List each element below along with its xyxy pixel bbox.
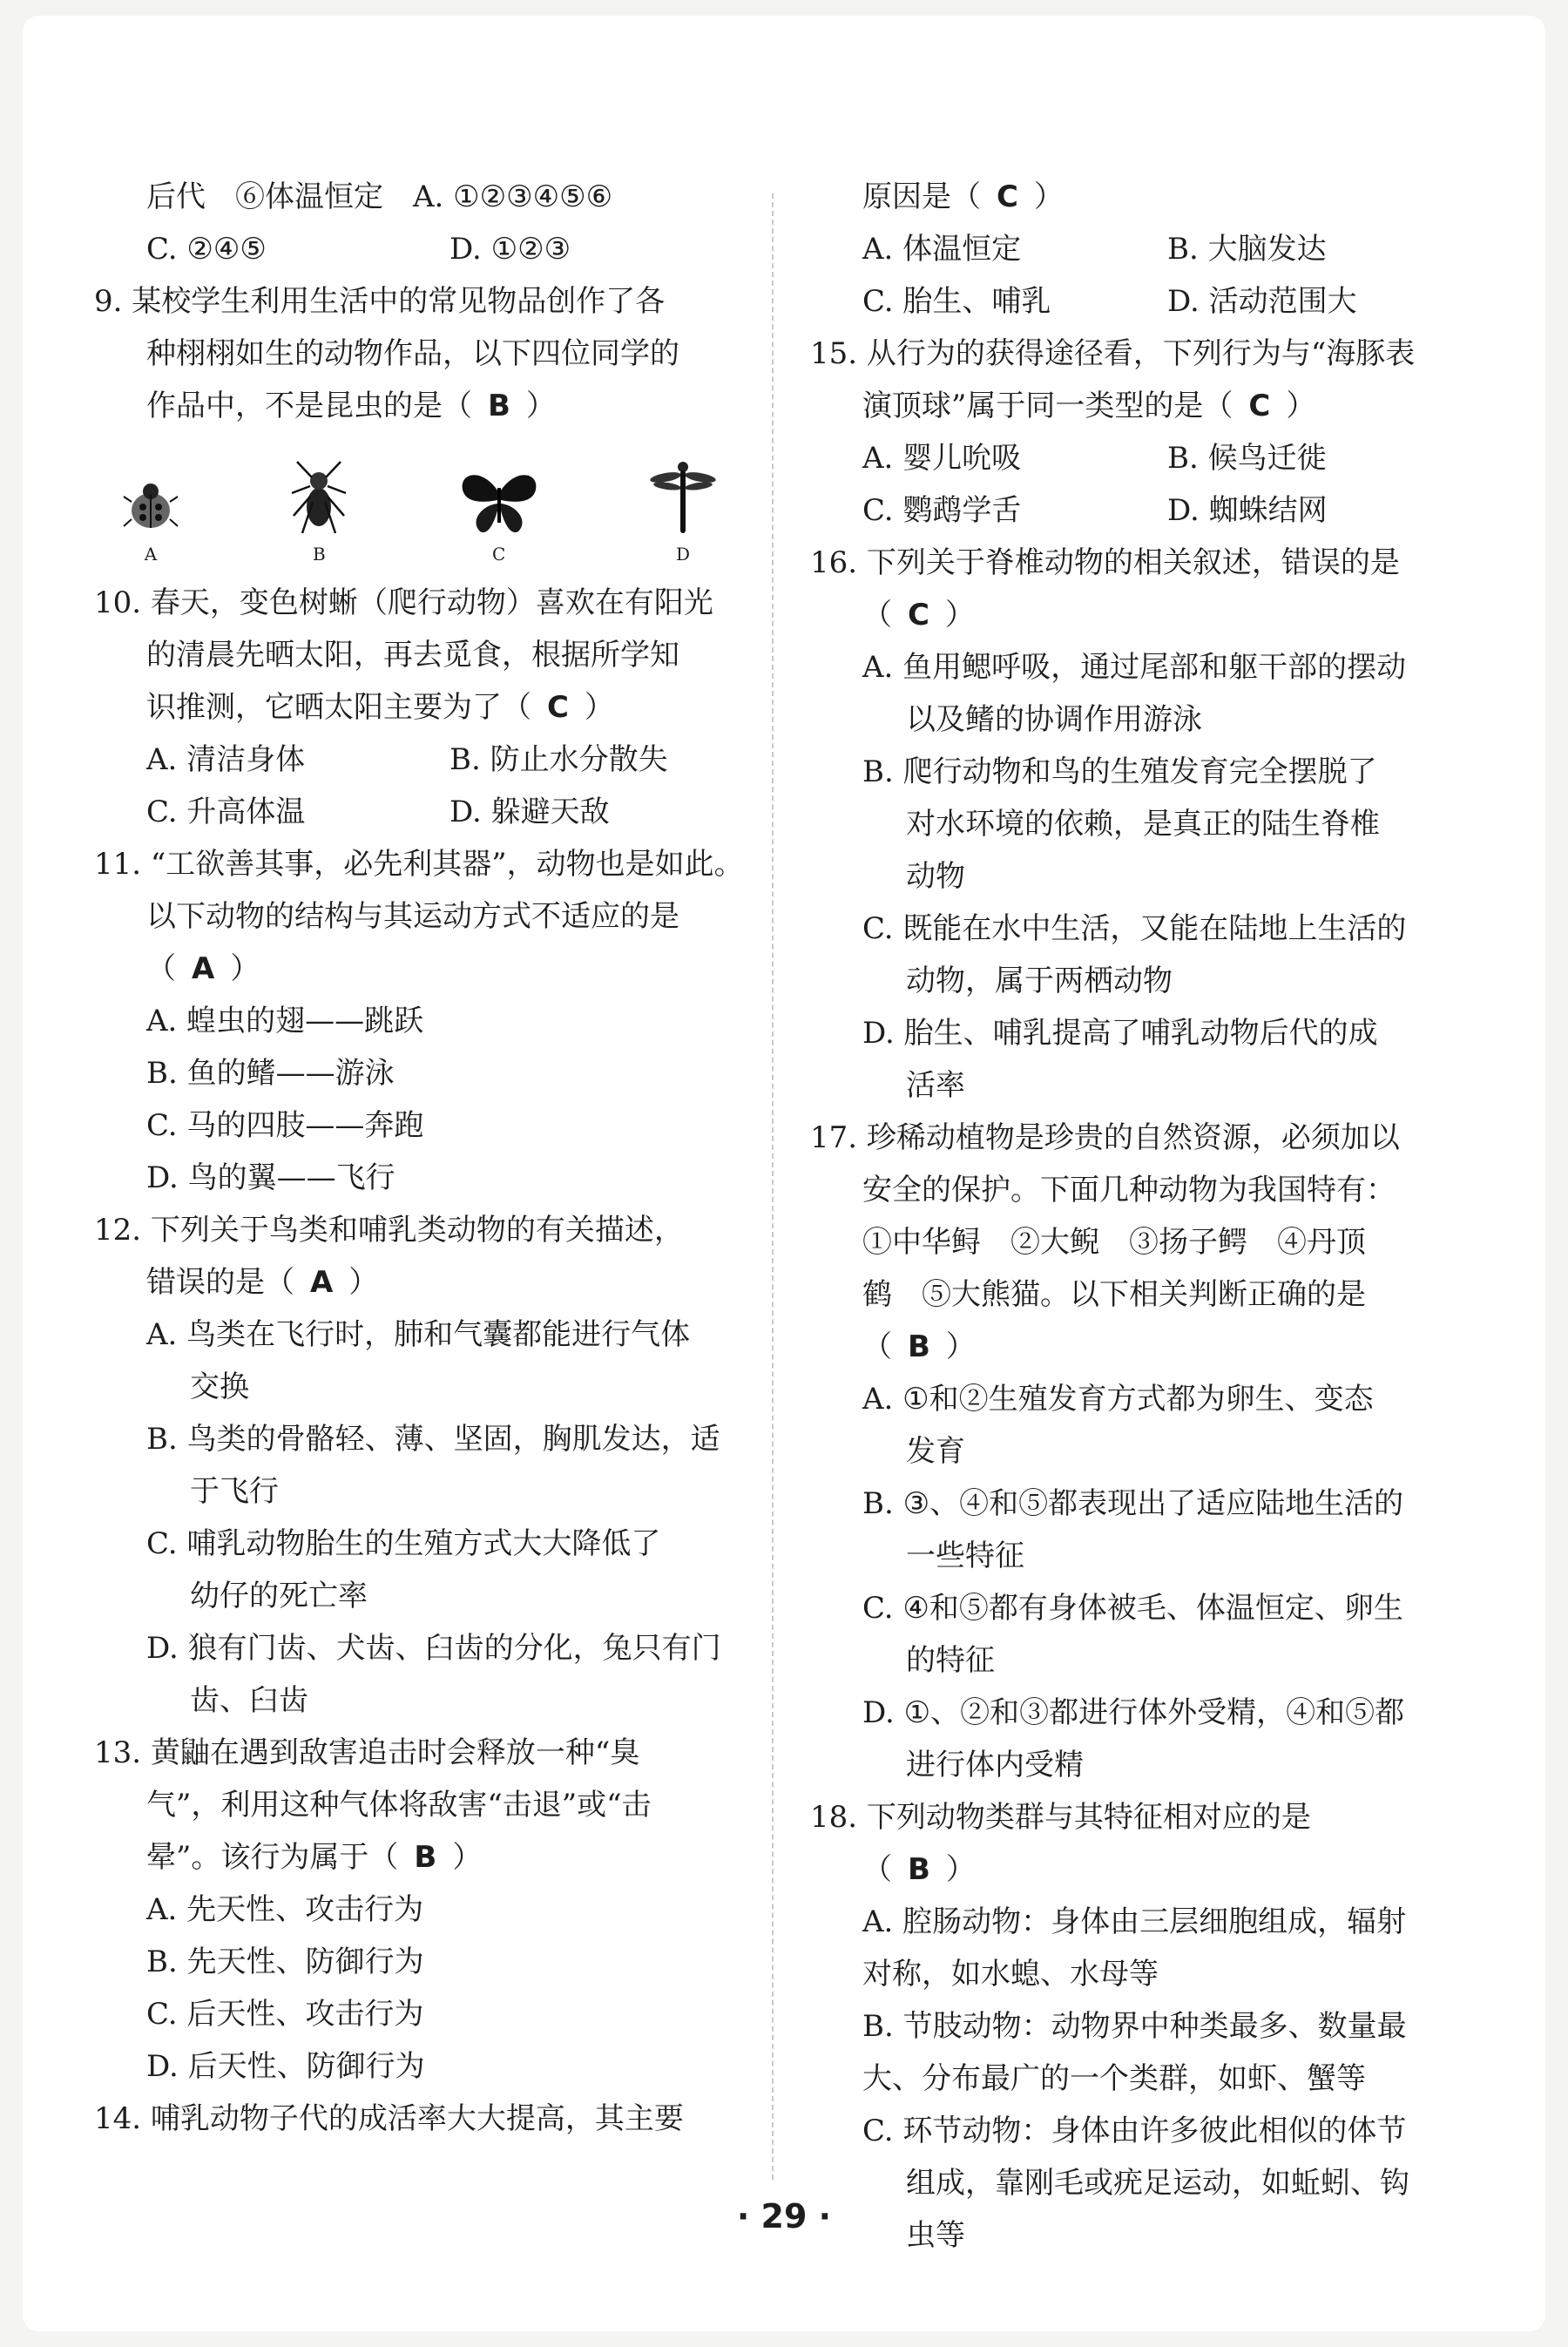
q10-option-b: B. 防止水分散失 xyxy=(449,742,668,777)
q10-answer: C xyxy=(547,690,569,725)
q13-line-3: 晕”。该行为属于（ B ） xyxy=(146,1840,483,1875)
q12-option-d-cont: 齿、臼齿 xyxy=(190,1683,308,1718)
q16-line-1: 16. 下列关于脊椎动物的相关叙述，错误的是 xyxy=(810,545,1400,580)
q16-option-d: D. 胎生、哺乳提高了哺乳动物后代的成 xyxy=(862,1016,1378,1051)
q12-option-c-cont: 幼仔的死亡率 xyxy=(190,1579,368,1613)
q13-option-d: D. 后天性、防御行为 xyxy=(146,2049,425,2084)
q13-option-c: C. 后天性、攻击行为 xyxy=(146,1997,424,2032)
spider-icon xyxy=(288,458,349,537)
column-divider xyxy=(772,193,774,2180)
q8-tail-line: 后代 ⑥体温恒定 A. ①②③④⑤⑥ xyxy=(146,179,613,214)
q10-line-2: 的清晨先晒太阳，再去觅食，根据所学知 xyxy=(146,638,679,673)
insect-label-a: A xyxy=(144,544,158,565)
insect-images xyxy=(94,443,753,565)
q13-option-b: B. 先天性、防御行为 xyxy=(146,1945,424,1979)
insect-d xyxy=(648,458,718,565)
q14-answer: C xyxy=(997,179,1018,214)
q12-line-2: 错误的是（ A ） xyxy=(146,1265,379,1300)
q11-answer: A xyxy=(192,951,215,986)
q17-line-2: 安全的保护。下面几种动物为我国特有： xyxy=(862,1173,1396,1207)
q15-line-1: 15. 从行为的获得途径看，下列行为与“海豚表 xyxy=(810,336,1416,371)
q16-option-b: B. 爬行动物和鸟的生殖发育完全摆脱了 xyxy=(862,754,1377,789)
insect-a xyxy=(120,476,181,565)
q15-answer: C xyxy=(1248,389,1271,423)
q8-option-d: D. ①②③ xyxy=(449,232,571,267)
q18-answer: B xyxy=(908,1852,930,1887)
q17-option-a: A. ①和②生殖发育方式都为卵生、变态 xyxy=(862,1382,1374,1417)
q14-option-c: C. 胎生、哺乳 xyxy=(862,284,1051,319)
q12-option-b-cont: 于飞行 xyxy=(190,1474,279,1509)
q10-line-3: 识推测，它晒太阳主要为了（ C ） xyxy=(146,690,614,725)
q14-line-1: 14. 哺乳动物子代的成活率大大提高，其主要 xyxy=(94,2101,684,2136)
q16-option-c: C. 既能在水中生活，又能在陆地上生活的 xyxy=(862,911,1407,946)
q18-option-c: C. 环节动物：身体由许多彼此相似的体节 xyxy=(862,2114,1407,2148)
left-column xyxy=(94,171,753,2145)
q17-option-c-cont: 的特征 xyxy=(906,1643,995,1678)
q10-line-1: 10. 春天，变色树蜥（爬行动物）喜欢在有阳光 xyxy=(94,585,713,620)
q17-line-1: 17. 珍稀动植物是珍贵的自然资源，必须加以 xyxy=(810,1120,1400,1155)
q8-options xyxy=(94,223,753,275)
q9-line-1: 9. 某校学生利用生活中的常见物品创作了各 xyxy=(94,284,666,319)
q14-option-a: A. 体温恒定 xyxy=(862,232,1022,267)
insect-b xyxy=(288,458,349,565)
insect-c xyxy=(457,467,541,565)
insect-label-d: D xyxy=(675,544,690,565)
q13-line-1: 13. 黄鼬在遇到敌害追击时会释放一种“臭 xyxy=(94,1735,640,1770)
insect-label-c: C xyxy=(492,544,506,565)
q11-line-2: 以下动物的结构与其运动方式不适应的是 xyxy=(146,899,679,934)
ladybug-icon xyxy=(120,476,181,537)
q12-option-d: D. 狼有门齿、犬齿、臼齿的分化，兔只有门 xyxy=(146,1631,721,1666)
q12-option-b: B. 鸟类的骨骼轻、薄、坚固，胸肌发达，适 xyxy=(146,1422,720,1457)
q18-option-a: A. 腔肠动物：身体由三层细胞组成，辐射 xyxy=(862,1904,1407,1939)
q12-line-1: 12. 下列关于鸟类和哺乳类动物的有关描述， xyxy=(94,1213,684,1248)
q11-line-1: 11. “工欲善其事，必先利其器”，动物也是如此。 xyxy=(94,847,744,882)
q14-option-d: D. 活动范围大 xyxy=(1167,284,1357,319)
q16-option-a-cont: 以及鳍的协调作用游泳 xyxy=(906,702,1202,737)
q15-line-2: 演顶球”属于同一类型的是（ C ） xyxy=(862,389,1316,423)
q12-option-a: A. 鸟类在飞行时，肺和气囊都能进行气体 xyxy=(146,1317,691,1352)
q10-options-row-2 xyxy=(94,786,753,838)
q18-option-b-cont: 大、分布最广的一个类群，如虾、蟹等 xyxy=(862,2061,1366,2096)
q13-answer: B xyxy=(414,1840,437,1875)
q17-option-b-cont: 一些特征 xyxy=(906,1539,1024,1573)
q18-line-2: （ B ） xyxy=(862,1852,976,1887)
q11-option-b: B. 鱼的鳍——游泳 xyxy=(146,1056,395,1091)
q16-line-2: （ C ） xyxy=(862,598,975,632)
q18-line-1: 18. 下列动物类群与其特征相对应的是 xyxy=(810,1800,1311,1835)
q18-option-c-cont-2: 虫等 xyxy=(906,2218,965,2253)
q15-option-a: A. 婴儿吮吸 xyxy=(862,441,1022,476)
q16-option-b-cont-2: 动物 xyxy=(906,859,965,894)
q9-line-3: 作品中，不是昆虫的是（ B ） xyxy=(146,389,556,423)
q16-option-a: A. 鱼用鳃呼吸，通过尾部和躯干部的摆动 xyxy=(862,650,1407,685)
q12-option-c: C. 哺乳动物胎生的生殖方式大大降低了 xyxy=(146,1526,661,1561)
q15-options-row-1 xyxy=(810,432,1472,484)
q17-option-b: B. ③、④和⑤都表现出了适应陆地生活的 xyxy=(862,1486,1404,1521)
q15-option-b: B. 候鸟迁徙 xyxy=(1167,441,1327,476)
q10-option-a: A. 清洁身体 xyxy=(146,742,306,777)
q17-option-d-cont: 进行体内受精 xyxy=(906,1748,1084,1782)
q17-answer: B xyxy=(908,1329,930,1364)
q14-options-row-2 xyxy=(810,275,1472,328)
q11-line-3: （ A ） xyxy=(146,951,260,986)
q12-answer: A xyxy=(310,1265,334,1300)
q14-option-b: B. 大脑发达 xyxy=(1167,232,1327,267)
q10-option-c: C. 升高体温 xyxy=(146,795,306,829)
q18-option-c-cont: 组成，靠刚毛或疣足运动，如蚯蚓、钩 xyxy=(906,2166,1409,2201)
right-column xyxy=(810,171,1472,2262)
q17-option-a-cont: 发育 xyxy=(906,1434,965,1469)
q16-answer: C xyxy=(908,598,929,632)
q11-option-c: C. 马的四肢——奔跑 xyxy=(146,1108,424,1143)
q12-option-a-cont: 交换 xyxy=(190,1370,249,1404)
q17-option-d: D. ①、②和③都进行体外受精，④和⑤都 xyxy=(862,1695,1405,1730)
q11-option-d: D. 鸟的翼——飞行 xyxy=(146,1160,395,1195)
q17-line-4: 鹤 ⑤大熊猫。以下相关判断正确的是 xyxy=(862,1277,1366,1312)
insect-label-b: B xyxy=(312,544,326,565)
q15-options-row-2 xyxy=(810,484,1472,537)
q16-option-b-cont: 对水环境的依赖，是真正的陆生脊椎 xyxy=(906,807,1380,842)
q10-options-row-1 xyxy=(94,734,753,786)
q16-option-c-cont: 动物，属于两栖动物 xyxy=(906,964,1173,998)
q15-option-d: D. 蜘蛛结网 xyxy=(1167,493,1328,528)
q18-option-b: B. 节肢动物：动物界中种类最多、数量最 xyxy=(862,2009,1407,2044)
page-number: · 29 · xyxy=(736,2197,832,2235)
butterfly-icon xyxy=(457,467,541,537)
q17-line-5: （ B ） xyxy=(862,1329,976,1364)
q13-line-2: 气”，利用这种气体将敌害“击退”或“击 xyxy=(146,1788,652,1823)
q15-option-c: C. 鹦鹉学舌 xyxy=(862,493,1022,528)
q13-option-a: A. 先天性、攻击行为 xyxy=(146,1892,424,1927)
q17-option-c: C. ④和⑤都有身体被毛、体温恒定、卵生 xyxy=(862,1591,1403,1626)
q10-option-d: D. 躲避天敌 xyxy=(449,795,610,829)
dragonfly-icon xyxy=(648,458,718,537)
q18-option-a-cont: 对称，如水螅、水母等 xyxy=(862,1957,1159,1992)
q9-line-2: 种栩栩如生的动物作品，以下四位同学的 xyxy=(146,336,679,371)
q9-answer: B xyxy=(488,389,510,423)
q17-line-3: ①中华鲟 ②大鲵 ③扬子鳄 ④丹顶 xyxy=(862,1225,1366,1260)
q14-line-2: 原因是（ C ） xyxy=(862,179,1064,214)
q16-option-d-cont: 活率 xyxy=(906,1068,965,1103)
q11-option-a: A. 蝗虫的翅——跳跃 xyxy=(146,1004,424,1038)
q8-option-c: C. ②④⑤ xyxy=(146,232,267,267)
q14-options-row-1 xyxy=(810,223,1472,275)
